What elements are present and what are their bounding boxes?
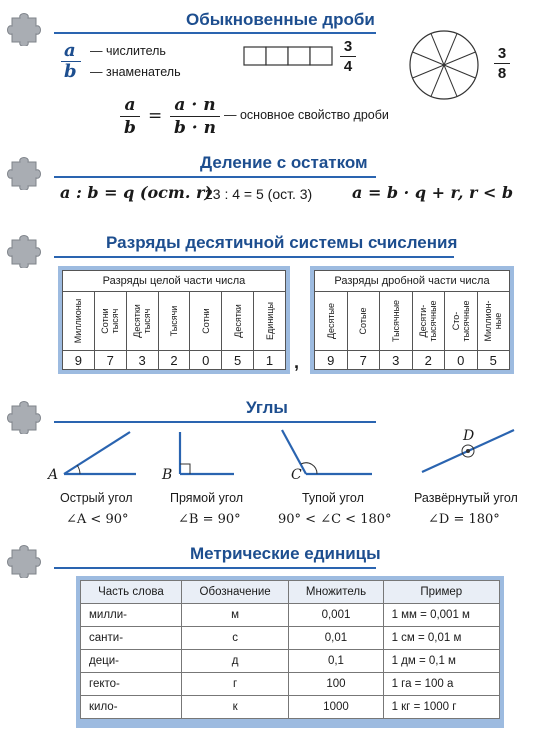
division-example: 23 : 4 = 5 (ост. 3)	[205, 186, 313, 202]
digit-place-label: Сотни	[200, 308, 211, 334]
integer-table-header: Разряды целой части числа	[63, 271, 286, 292]
metric-cell: 0,001	[289, 604, 383, 627]
property-rhs-num: a · n	[174, 95, 216, 115]
property-lhs	[120, 95, 140, 138]
digit-place-header	[222, 292, 254, 351]
metric-cell: 1 см = 0,01 м	[383, 627, 499, 650]
digit-place-header	[477, 292, 510, 351]
acute-arc	[77, 465, 80, 474]
metric-cell: г	[181, 673, 289, 696]
bar-cell	[288, 47, 310, 65]
digit-value: 9	[315, 351, 348, 370]
digit-place-label: Сотни тысяч	[100, 308, 121, 334]
digit-place-label: Миллион- ные	[483, 300, 504, 342]
metric-column-header: Пример	[383, 581, 499, 604]
section-title-fractions: Обыкновенные дроби	[186, 10, 375, 29]
metric-cell: милли-	[81, 604, 182, 627]
digit-place-label: Десяти- тысячные	[418, 300, 439, 342]
acute-ray-1	[64, 432, 130, 474]
property-eq: =	[148, 106, 163, 126]
metric-cell: санти-	[81, 627, 182, 650]
digit-value: 0	[445, 351, 478, 370]
digit-place-label: Десятки	[232, 304, 243, 338]
metric-cell: 0,1	[289, 650, 383, 673]
table-row	[81, 696, 500, 719]
puzzle-icon	[6, 6, 50, 46]
metric-cell: 100	[289, 673, 383, 696]
metric-cell: деци-	[81, 650, 182, 673]
section-rule	[54, 176, 376, 178]
digit-place-header	[315, 292, 348, 351]
digit-place-label: Миллионы	[73, 298, 84, 344]
digit-place-label: Тысячные	[390, 299, 401, 343]
circle-fraction-num: 3	[497, 45, 507, 62]
section-rule	[54, 32, 376, 34]
angle-name-obtuse: Тупой угол	[302, 491, 364, 505]
metric-cell: с	[181, 627, 289, 650]
table-row	[81, 627, 500, 650]
digit-place-header	[380, 292, 413, 351]
digit-place-label: Десятые	[325, 302, 336, 340]
division-formula: a : b = q (ост. r)	[60, 183, 212, 202]
digit-place-header	[126, 292, 158, 351]
digit-place-header	[412, 292, 445, 351]
angle-value-obtuse: 90° < ∠C < 180°	[278, 512, 392, 527]
digit-place-header	[190, 292, 222, 351]
right-angle-mark	[180, 464, 190, 474]
decimal-separator: ,	[294, 352, 300, 372]
digit-value: 5	[477, 351, 510, 370]
digit-value: 7	[94, 351, 126, 370]
table-row	[81, 673, 500, 696]
bar-fraction-model	[242, 45, 334, 67]
section-rule	[54, 421, 376, 423]
fraction-table-header: Разряды дробной части числа	[315, 271, 510, 292]
vertex-label-d: D	[463, 428, 475, 444]
table-row	[81, 604, 500, 627]
property-rhs	[170, 95, 220, 138]
section-title-digits: Разряды десятичной системы счисления	[106, 233, 458, 252]
puzzle-icon	[6, 228, 50, 268]
section-rule	[54, 567, 376, 569]
numerator-label: — числитель	[90, 44, 166, 58]
digit-value: 7	[347, 351, 380, 370]
metric-column-header: Часть слова	[81, 581, 182, 604]
digit-place-header	[63, 292, 95, 351]
integer-digits-table	[62, 270, 286, 370]
denominator-var: b	[64, 61, 77, 82]
metric-cell: 1 кг = 1000 г	[383, 696, 499, 719]
metric-cell: 1 га = 100 а	[383, 673, 499, 696]
angle-value-right: ∠B = 90°	[178, 512, 241, 527]
digit-value: 1	[254, 351, 286, 370]
digit-place-header	[254, 292, 286, 351]
digit-place-label: Десятки тысяч	[132, 304, 153, 338]
digit-value: 3	[380, 351, 413, 370]
bar-fraction-num: 3	[343, 38, 353, 55]
metric-cell: м	[181, 604, 289, 627]
property-lhs-num: a	[124, 95, 136, 115]
digit-value: 0	[190, 351, 222, 370]
digit-place-header	[347, 292, 380, 351]
bar-cell	[266, 47, 288, 65]
digit-place-header	[445, 292, 478, 351]
metric-cell: д	[181, 650, 289, 673]
vertex-label-c: C	[291, 467, 302, 483]
numerator-var: a	[64, 40, 76, 61]
bar-fraction	[340, 38, 356, 75]
table-row	[81, 650, 500, 673]
bar-cell	[244, 47, 266, 65]
vertex-label-a: A	[48, 467, 59, 483]
angle-value-acute: ∠A < 90°	[66, 512, 129, 527]
metric-column-header: Множитель	[289, 581, 383, 604]
puzzle-icon	[6, 150, 50, 190]
angle-value-straight: ∠D = 180°	[428, 512, 500, 527]
metric-cell: гекто-	[81, 673, 182, 696]
digit-value: 5	[222, 351, 254, 370]
circle-fraction	[494, 45, 510, 82]
digit-place-label: Сотые	[358, 307, 369, 335]
denominator-label: — знаменатель	[90, 65, 181, 79]
angle-name-right: Прямой угол	[170, 491, 244, 505]
property-label: — основное свойство дроби	[224, 108, 389, 122]
straight-vertex-dot	[466, 449, 470, 453]
metric-cell: 0,01	[289, 627, 383, 650]
digit-place-header	[158, 292, 190, 351]
metric-cell: кило-	[81, 696, 182, 719]
division-relation: a = b · q + r, r < b	[352, 183, 514, 202]
property-lhs-den: b	[124, 118, 136, 138]
digit-place-label: Единицы	[264, 302, 275, 340]
bar-cell	[310, 47, 332, 65]
section-title-division: Деление с остатком	[200, 153, 368, 172]
digit-value: 2	[412, 351, 445, 370]
angle-name-straight: Развёрнутый угол	[414, 491, 518, 505]
metric-table	[80, 580, 500, 719]
angle-drawings	[40, 424, 520, 488]
digit-value: 2	[158, 351, 190, 370]
section-title-angles: Углы	[246, 398, 288, 417]
digit-place-header	[94, 292, 126, 351]
circle-fraction-model	[408, 29, 480, 101]
metric-cell: 1 дм = 0,1 м	[383, 650, 499, 673]
digit-value: 9	[63, 351, 95, 370]
digit-value: 3	[126, 351, 158, 370]
property-rhs-den: b · n	[173, 118, 216, 138]
puzzle-icon	[6, 538, 50, 578]
metric-cell: к	[181, 696, 289, 719]
metric-cell: 1 мм = 0,001 м	[383, 604, 499, 627]
bar-fraction-den: 4	[343, 58, 353, 75]
vertex-label-b: B	[162, 467, 173, 483]
circle-fraction-den: 8	[497, 65, 507, 82]
digit-place-label: Сто- тысячные	[450, 300, 471, 342]
digit-place-label: Тысячи	[168, 305, 179, 337]
angle-name-acute: Острый угол	[60, 491, 133, 505]
fraction-digits-table	[314, 270, 510, 370]
section-title-metric: Метрические единицы	[190, 544, 381, 563]
metric-cell: 1000	[289, 696, 383, 719]
section-rule	[54, 256, 454, 258]
metric-column-header: Обозначение	[181, 581, 289, 604]
